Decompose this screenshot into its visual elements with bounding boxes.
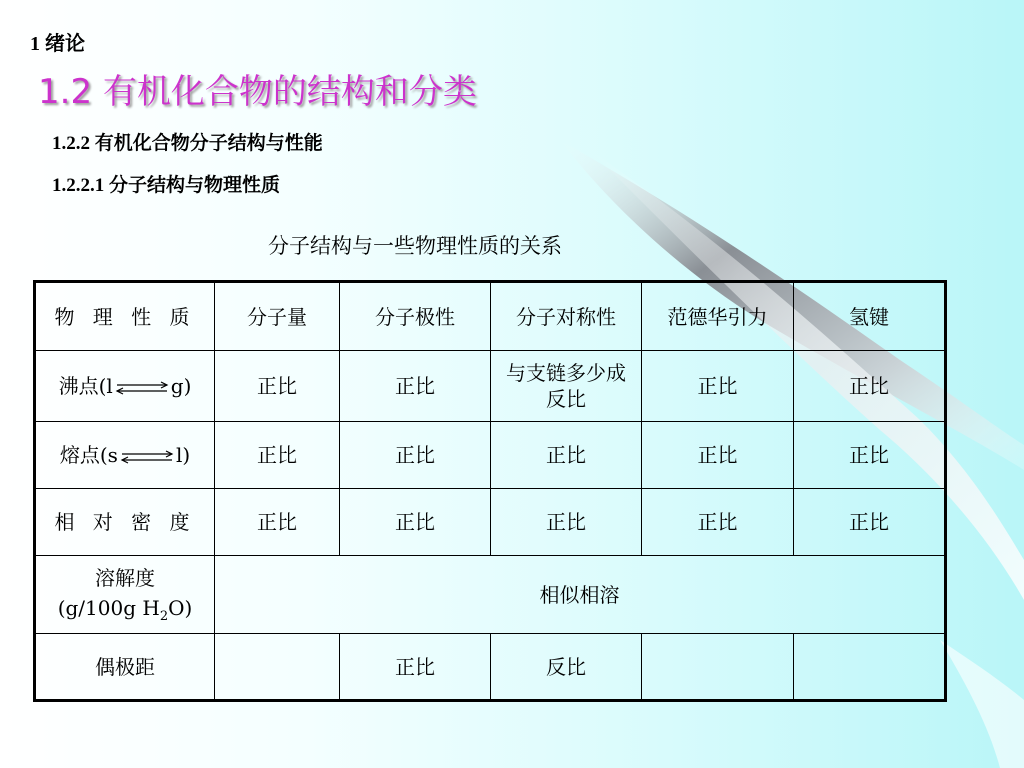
row-label-suffix: l) [175, 443, 191, 467]
row-label-suffix: g) [170, 374, 192, 398]
row-label-line2-pre: (g/100g H [57, 595, 160, 620]
table-cell: 正比 [491, 422, 642, 489]
table-row [35, 634, 946, 701]
double-arrow-icon [113, 381, 171, 395]
table-row [35, 422, 946, 489]
row-label-relative-density: 相 对 密 度 [35, 489, 215, 556]
header-cell: 分子量 [215, 282, 340, 351]
table-cell: 正比 [794, 351, 946, 422]
table-cell-text: 与支链多少成反比 [506, 361, 626, 411]
table-row [35, 351, 946, 422]
row-label-prefix: 沸点(l [58, 374, 113, 398]
table-cell: 正比 [642, 489, 794, 556]
row-label-line2 [36, 593, 214, 627]
row-label-prefix: 熔点(s [59, 443, 118, 467]
row-label-line2-sub: 2 [159, 608, 169, 624]
row-label-line2-post: O) [168, 595, 193, 620]
table-cell: 正比 [340, 351, 491, 422]
table-cell: 正比 [642, 422, 794, 489]
table-caption: 分子结构与一些物理性质的关系 [268, 234, 562, 258]
table-cell [794, 634, 946, 701]
table-cell: 正比 [642, 351, 794, 422]
table-cell [215, 634, 340, 701]
double-arrow-icon [118, 450, 176, 464]
table-cell [642, 634, 794, 701]
table-cell: 正比 [340, 634, 491, 701]
header-cell: 分子极性 [340, 282, 491, 351]
table-cell: 正比 [215, 489, 340, 556]
header-cell: 范德华引力 [642, 282, 794, 351]
header-cell: 氢键 [794, 282, 946, 351]
chapter-heading: 1 绪论 [30, 33, 85, 55]
table-row [35, 489, 946, 556]
table-cell: 正比 [794, 422, 946, 489]
row-label-line1: 溶解度 [95, 565, 155, 590]
row-label-boiling-point [35, 351, 215, 422]
properties-table [33, 280, 947, 702]
table-cell: 反比 [491, 634, 642, 701]
merged-cell: 相似相溶 [215, 556, 946, 634]
table-cell: 正比 [215, 422, 340, 489]
header-cell: 物 理 性 质 [35, 282, 215, 351]
table-row [35, 556, 946, 634]
row-label-solubility [35, 556, 215, 634]
subsubsection-heading: 1.2.2.1 分子结构与物理性质 [52, 175, 281, 196]
table-cell: 正比 [491, 489, 642, 556]
table-cell: 正比 [340, 489, 491, 556]
header-cell: 分子对称性 [491, 282, 642, 351]
section-title: 1.2 有机化合物的结构和分类 [38, 72, 477, 112]
table-cell: 正比 [215, 351, 340, 422]
table-cell [491, 351, 642, 422]
subsection-heading: 1.2.2 有机化合物分子结构与性能 [52, 133, 323, 154]
table-cell: 正比 [340, 422, 491, 489]
row-label-melting-point [35, 422, 215, 489]
row-label-dipole-distance: 偶极距 [35, 634, 215, 701]
table-cell: 正比 [794, 489, 946, 556]
table-header-row [35, 282, 946, 351]
